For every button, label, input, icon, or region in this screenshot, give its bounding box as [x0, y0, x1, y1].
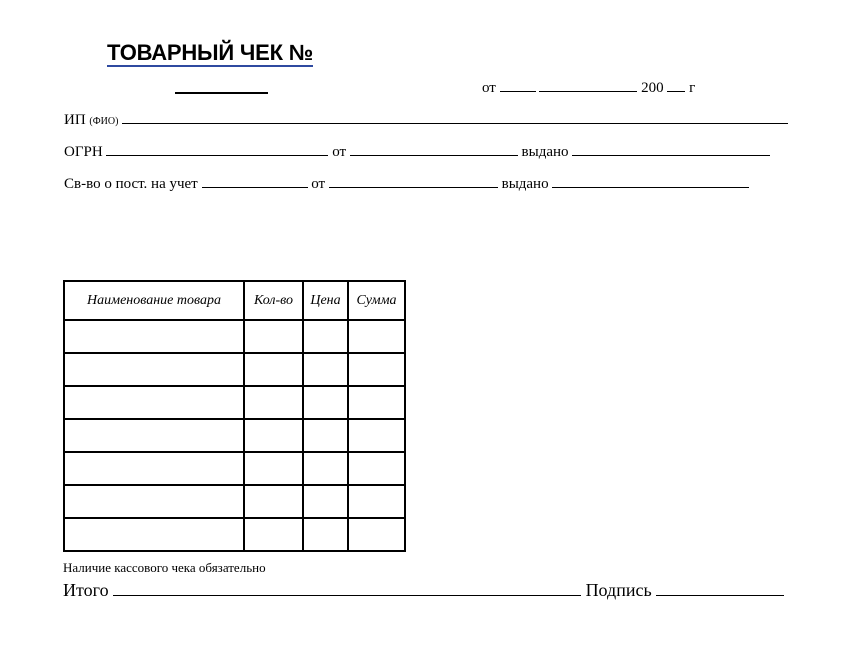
receipt-title [107, 40, 313, 66]
cell-price[interactable] [303, 353, 348, 386]
cell-quantity[interactable] [244, 518, 303, 551]
signature-field[interactable] [656, 581, 784, 596]
goods-table [63, 280, 406, 552]
cell-quantity[interactable] [244, 452, 303, 485]
cell-name[interactable] [64, 452, 244, 485]
cell-price[interactable] [303, 386, 348, 419]
cell-quantity[interactable] [244, 353, 303, 386]
column-header-price: Цена [303, 281, 348, 320]
year-field[interactable] [667, 79, 685, 92]
cert-issued-field[interactable] [552, 175, 749, 188]
cert-line [64, 175, 749, 193]
cell-price[interactable] [303, 320, 348, 353]
date-prefix: от [482, 80, 496, 96]
totals-line [63, 579, 784, 601]
cell-price[interactable] [303, 419, 348, 452]
year-suffix: г [689, 80, 696, 96]
ogrn-label: ОГРН [64, 144, 103, 160]
table-row [64, 518, 405, 551]
cert-from-label: от [311, 176, 326, 192]
ogrn-field[interactable] [106, 143, 328, 156]
ogrn-line [64, 143, 770, 161]
table-header-row [64, 281, 405, 320]
column-header-sum: Сумма [348, 281, 405, 320]
cell-sum[interactable] [348, 452, 405, 485]
table-row [64, 320, 405, 353]
cell-quantity[interactable] [244, 485, 303, 518]
cert-issued-label: выдано [501, 176, 549, 192]
cell-name[interactable] [64, 320, 244, 353]
ip-line [64, 111, 788, 131]
cell-quantity[interactable] [244, 386, 303, 419]
cell-name[interactable] [64, 485, 244, 518]
cell-sum[interactable] [348, 419, 405, 452]
ogrn-issued-label: выдано [521, 144, 569, 160]
column-header-quantity: Кол-во [244, 281, 303, 320]
cell-price[interactable] [303, 452, 348, 485]
cash-receipt-note: Наличие кассового чека обязательно [63, 560, 266, 575]
date-line [482, 79, 695, 97]
year-prefix: 200 [641, 80, 664, 96]
cell-name[interactable] [64, 419, 244, 452]
table-row [64, 452, 405, 485]
cert-date-field[interactable] [329, 175, 498, 188]
ip-hint: (ФИО) [89, 116, 119, 127]
table-row [64, 386, 405, 419]
ogrn-date-field[interactable] [350, 143, 518, 156]
cell-price[interactable] [303, 518, 348, 551]
cell-sum[interactable] [348, 386, 405, 419]
receipt-number-field[interactable] [175, 92, 268, 94]
table-row [64, 485, 405, 518]
table-row [64, 419, 405, 452]
ip-label: ИП [64, 112, 86, 128]
cell-name[interactable] [64, 518, 244, 551]
day-field[interactable] [500, 79, 536, 92]
ip-name-field[interactable] [122, 111, 788, 124]
cell-name[interactable] [64, 353, 244, 386]
cell-quantity[interactable] [244, 419, 303, 452]
cell-quantity[interactable] [244, 320, 303, 353]
cell-price[interactable] [303, 485, 348, 518]
month-field[interactable] [539, 79, 637, 92]
cell-sum[interactable] [348, 518, 405, 551]
cell-name[interactable] [64, 386, 244, 419]
table-row [64, 353, 405, 386]
cell-sum[interactable] [348, 320, 405, 353]
cert-label: Св-во о пост. на учет [64, 176, 198, 192]
column-header-name: Наименование товара [64, 281, 244, 320]
signature-label: Подпись [585, 580, 652, 600]
ogrn-issued-field[interactable] [572, 143, 770, 156]
total-label: Итого [63, 580, 109, 600]
total-field[interactable] [113, 581, 581, 596]
cert-number-field[interactable] [202, 175, 308, 188]
ogrn-from-label: от [332, 144, 347, 160]
cell-sum[interactable] [348, 485, 405, 518]
cell-sum[interactable] [348, 353, 405, 386]
receipt-title-text: ТОВАРНЫЙ ЧЕК № [107, 40, 314, 65]
